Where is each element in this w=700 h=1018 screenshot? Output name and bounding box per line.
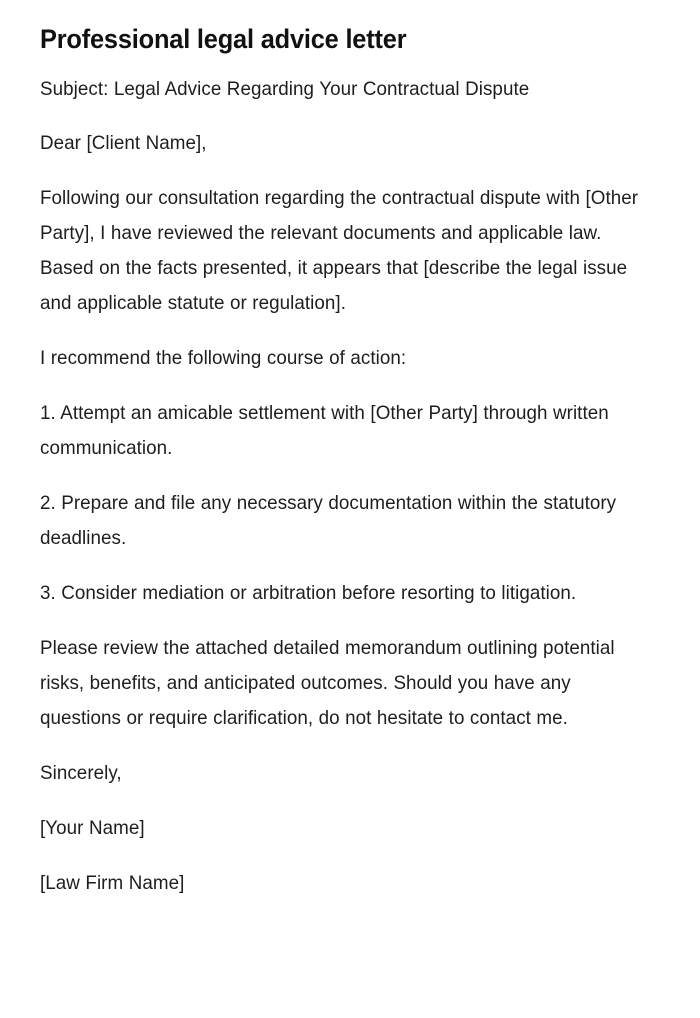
letter-action-item-2: 2. Prepare and file any necessary documentation within the statutory deadlines. xyxy=(40,492,617,549)
letter-signature-firm: [Law Firm Name] xyxy=(40,872,185,894)
letter-opening-paragraph: Following our consultation regarding the contractual dispute with [Other Party], I have reviewed the relevant documents and applicable law. Based on the facts presented, it appears that [describe the legal issue and applicable statute or regulation]. xyxy=(40,187,639,314)
letter-recommendation-intro: I recommend the following course of action: xyxy=(40,347,407,369)
letter-valediction: Sincerely, xyxy=(40,762,122,784)
letter-subject-line: Subject: Legal Advice Regarding Your Contractual Dispute xyxy=(40,78,530,100)
letter-body xyxy=(40,72,670,901)
letter-closing-note: Please review the attached detailed memorandum outlining potential risks, benefits, and anticipated outcomes. Should you have any questions or require clarification, do not hesitate to contact me. xyxy=(40,637,615,729)
letter-salutation: Dear [Client Name], xyxy=(40,132,207,154)
letter-action-item-3: 3. Consider mediation or arbitration before resorting to litigation. xyxy=(40,582,577,604)
letter-signature-name: [Your Name] xyxy=(40,817,145,839)
page-title: Professional legal advice letter xyxy=(40,24,407,54)
letter-action-item-1: 1. Attempt an amicable settlement with [Other Party] through written communication. xyxy=(40,402,609,459)
